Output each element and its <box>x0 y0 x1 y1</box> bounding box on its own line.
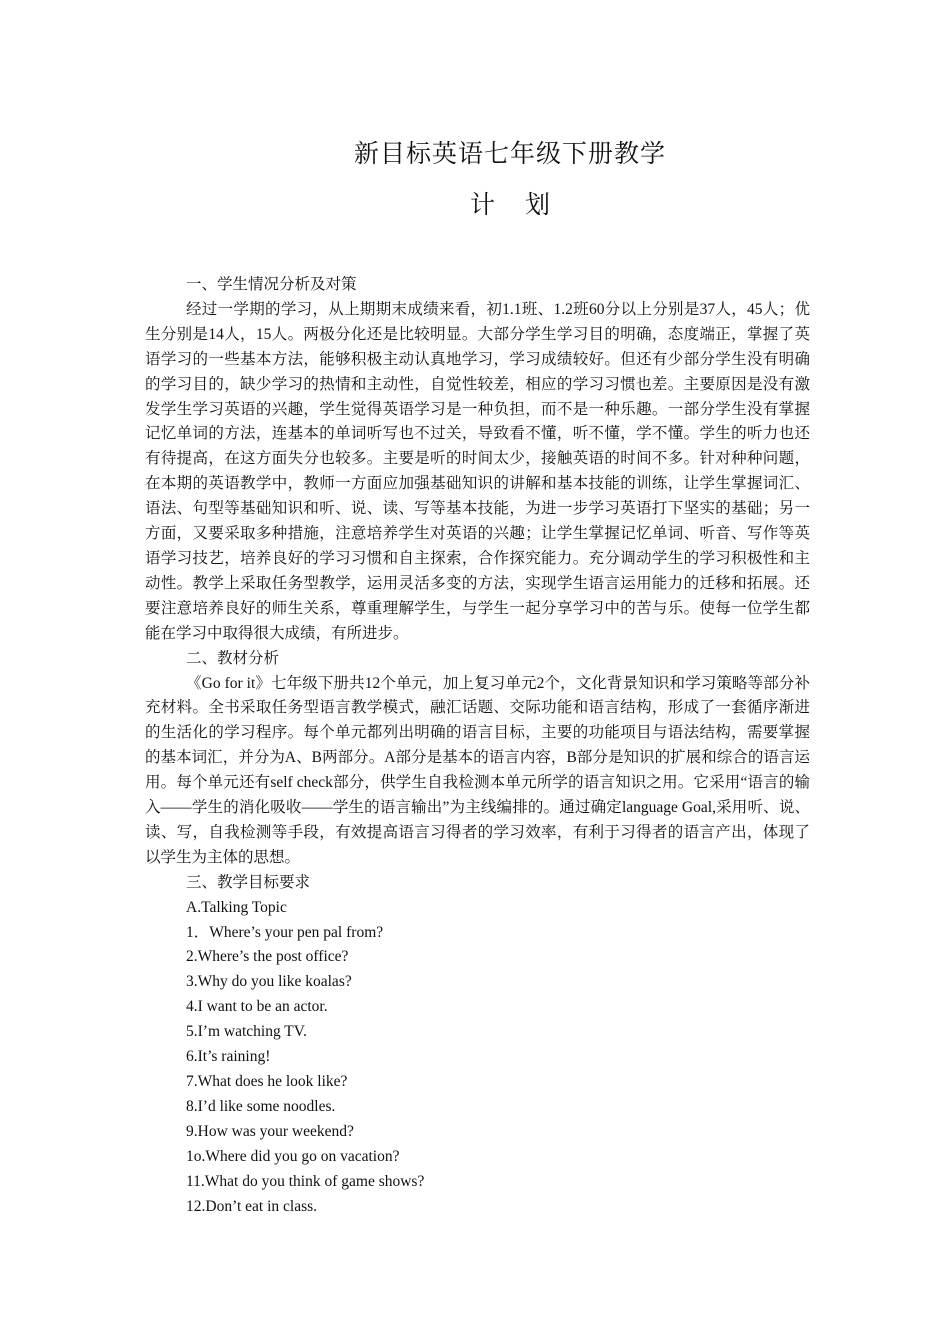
section-heading-teaching-goals: 三、教学目标要求 <box>186 873 311 891</box>
section-heading-textbook-analysis: 二、教材分析 <box>186 649 280 667</box>
list-item: 5.I’m watching TV. <box>186 1023 307 1041</box>
section-paragraph-textbook-analysis: 《Go for it》七年级下册共12个单元，加上复习单元2个，文化背景知识和学习策略等部分补充材料。全书采取任务型语言教学模式，融汇话题、交际功能和语言结构，形成了一套循序渐进的生活化的学习程序。每个单元都列出明确的语言目标，主要的功能项目与语法结构，需要掌握的基本词汇，并分为A、B两部分。A部分是基本的语言内容，B部分是知识的扩展和综合的语言运用。每个单元还有self check部分，供学生自我检测本单元所学的语言知识之用。它采用“语言的输入——学生的消化吸收——学生的语言输出”为主线编排的。通过确定language Goal,采用听、说、读、写，自我检测等手段，有效提高语言习得者的学习效率，有利于习得者的语言产出，体现了以学生为主体的思想。 <box>145 674 810 866</box>
document-title: 新目标英语七年级下册教学 <box>353 141 666 168</box>
list-item: 1．Where’s your pen pal from? <box>186 923 384 941</box>
list-item: 12.Don’t eat in class. <box>186 1197 318 1215</box>
document-subtitle: 计划 <box>469 192 580 219</box>
list-item: 8.I’d like some noodles. <box>186 1097 336 1115</box>
section-paragraph-student-analysis: 经过一学期的学习，从上期期末成绩来看，初1.1班、1.2班60分以上分别是37人，45人；优生分别是14人，15人。两极分化还是比较明显。大部分学生学习目的明确，态度端正，掌握了英语学习的一些基本方法，能够积极主动认真地学习，学习成绩较好。但还有少部分学生没有明确的学习目的，缺少学习的热情和主动性，自觉性较差，相应的学习习惯也差。主要原因是没有激发学生学习英语的兴趣，学生觉得英语学习是一种负担，而不是一种乐趣。一部分学生没有掌握记忆单词的方法，连基本的单词听写也不过关，导致看不懂，听不懂，学不懂。学生的听力也还有待提高，在这方面失分也较多。主要是听的时间太少，接触英语的时间不多。针对种种问题，在本期的英语教学中，教师一方面应加强基础知识的讲解和基本技能的训练，让学生掌握词汇、语法、句型等基础知识和听、说、读、写等基本技能，为进一步学习英语打下坚实的基础；另一方面，又要采取多种措施，注意培养学生对英语的兴趣；让学生掌握记忆单词、听音、写作等英语学习技艺，培养良好的学习习惯和自主探索，合作探究能力。充分调动学生的学习积极性和主动性。教学上采取任务型教学，运用灵活多变的方法，实现学生语言运用能力的迁移和拓展。还要注意培养良好的师生关系，尊重理解学生，与学生一起分享学习中的苦与乐。使每一位学生都能在学习中取得很大成绩，有所进步。 <box>145 300 810 642</box>
list-item: 2.Where’s the post office? <box>186 948 349 966</box>
section-heading-student-analysis: 一、学生情况分析及对策 <box>186 276 357 293</box>
list-item: 7.What does he look like? <box>186 1073 348 1090</box>
list-item: 6.It’s raining! <box>186 1048 271 1066</box>
list-item: 4.I want to be an actor. <box>186 998 328 1016</box>
list-item: 9.How was your weekend? <box>186 1122 354 1140</box>
list-item: 3.Why do you like koalas? <box>186 973 352 991</box>
list-item: 1o.Where did you go on vacation? <box>186 1147 400 1165</box>
subheading-talking-topic: A.Talking Topic <box>186 898 287 916</box>
document-body <box>145 273 810 1219</box>
list-item: 11.What do you think of game shows? <box>186 1172 425 1190</box>
